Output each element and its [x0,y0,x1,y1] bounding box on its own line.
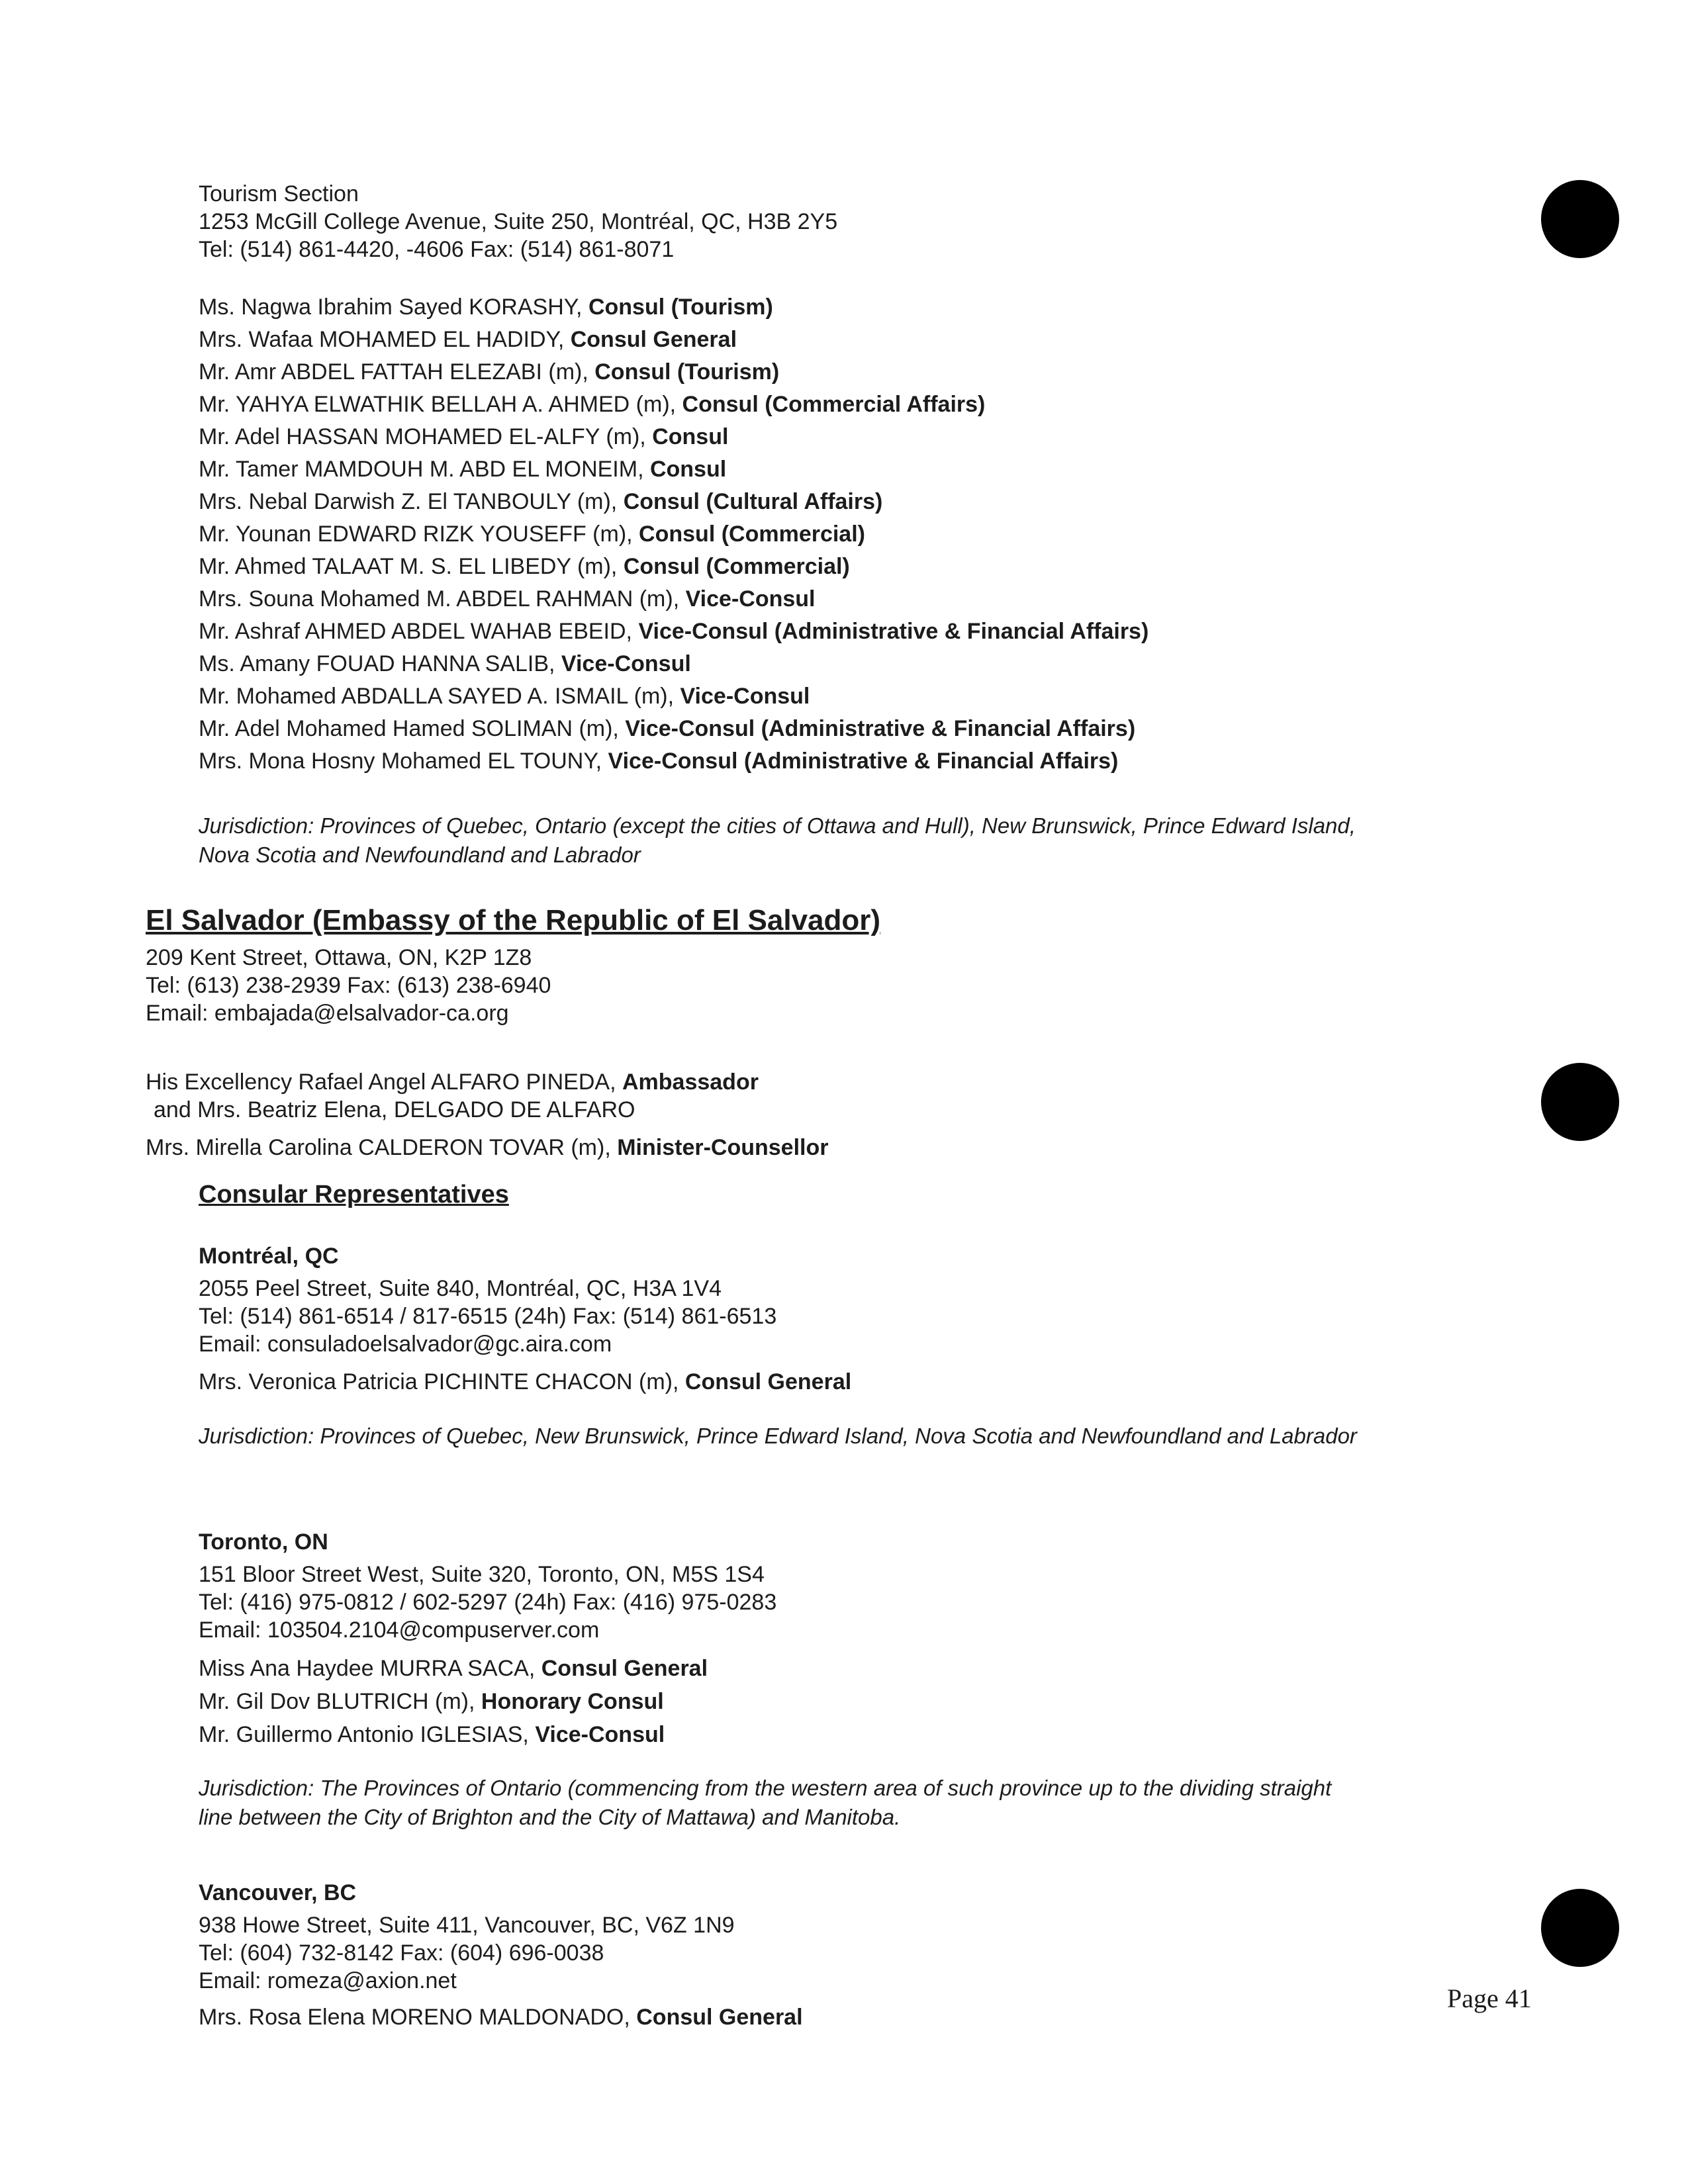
staff-name: Mr. Adel Mohamed Hamed SOLIMAN (m), [199,716,626,741]
email: Email: 103504.2104@compuserver.com [199,1617,600,1643]
phone-fax: Tel: (604) 732-8142 Fax: (604) 696-0038 [199,1940,604,1966]
ambassador-title: Ambassador [622,1069,759,1095]
staff-name: Miss Ana Haydee MURRA SACA, [199,1656,541,1681]
staff-entry [199,324,1149,356]
staff-title: Consul (Commercial) [639,522,865,547]
minister-entry [146,1133,828,1162]
staff-name: Mrs. Nebal Darwish Z. El TANBOULY (m), [199,489,624,514]
country-heading: El Salvador (Embassy of the Republic of El Salvador) [146,904,881,936]
staff-name: Mr. YAHYA ELWATHIK BELLAH A. AHMED (m), [199,392,682,417]
jurisdiction-line: Nova Scotia and Newfoundland and Labrador [199,842,641,867]
staff-title: Consul (Tourism) [594,359,780,385]
email: Email: consuladoelsalvador@gc.aira.com [199,1332,612,1357]
tourism-section-address-block [199,180,837,263]
address: 2055 Peel Street, Suite 840, Montréal, QC, H3A 1V4 [199,1276,722,1301]
staff-name: Mr. Amr ABDEL FATTAH ELEZABI (m), [199,359,595,385]
spouse-entry: and Mrs. Beatriz Elena, DELGADO DE ALFARO [154,1097,635,1122]
staff-entry [199,453,1149,486]
staff-name: Mrs. Wafaa MOHAMED EL HADIDY, [199,327,571,352]
staff-entry [199,2003,803,2032]
staff-name: Mr. Tamer MAMDOUH M. ABD EL MONEIM, [199,457,650,482]
staff-entry [199,648,1149,680]
jurisdiction-line: line between the City of Brighton and the City of Mattawa) and Manitoba. [199,1805,901,1829]
staff-entry [199,615,1149,648]
staff-entry [199,680,1149,713]
staff-name: Mrs. Souna Mohamed M. ABDEL RAHMAN (m), [199,586,686,612]
staff-entry [199,1367,1357,1396]
staff-name: Ms. Nagwa Ibrahim Sayed KORASHY, [199,295,588,320]
staff-entry [199,551,1149,583]
staff-entry [199,1685,1331,1718]
staff-name: Mrs. Veronica Patricia PICHINTE CHACON (m), [199,1369,685,1394]
consulate-vancouver [199,1878,803,2032]
staff-entry [199,356,1149,388]
minister-name: Mrs. Mirella Carolina CALDERON TOVAR (m), [146,1135,618,1160]
staff-title: Vice-Consul [561,651,691,676]
staff-entry [199,486,1149,518]
staff-title: Consul General [541,1656,708,1681]
staff-entry [199,1718,1331,1751]
jurisdiction-line: Jurisdiction: Provinces of Quebec, New Brunswick, Prince Edward Island, Nova Scotia and Newfoundland and Labrador [199,1424,1357,1448]
staff-entry [199,421,1149,453]
embassy-staff [146,1068,828,1162]
staff-title: Vice-Consul [685,586,816,612]
binder-hole [1541,180,1619,258]
staff-entry [199,583,1149,615]
staff-name: Mrs. Rosa Elena MORENO MALDONADO, [199,2005,637,2030]
staff-name: Mr. Gil Dov BLUTRICH (m), [199,1689,481,1714]
binder-hole [1541,1063,1619,1141]
staff-entry [199,1652,1331,1685]
staff-entry [199,388,1149,421]
address: 1253 McGill College Avenue, Suite 250, Montréal, QC, H3B 2Y5 [199,209,838,234]
staff-title: Consul (Commercial) [623,554,850,579]
phone-fax: Tel: (514) 861-4420, -4606 Fax: (514) 861-8071 [199,237,675,262]
staff-title: Vice-Consul [535,1722,665,1747]
phone-fax: Tel: (416) 975-0812 / 602-5297 (24h) Fax: (416) 975-0283 [199,1590,777,1615]
staff-name: Mr. Ashraf AHMED ABDEL WAHAB EBEID, [199,619,639,644]
address: 209 Kent Street, Ottawa, ON, K2P 1Z8 [146,945,532,970]
consular-heading: Consular Representatives [199,1181,509,1208]
city-heading: Montréal, QC [199,1244,339,1269]
staff-name: Mr. Guillermo Antonio IGLESIAS, [199,1722,536,1747]
section-title: Tourism Section [199,181,359,206]
minister-title: Minister-Counsellor [617,1135,829,1160]
staff-title: Vice-Consul (Administrative & Financial Affairs) [608,749,1119,774]
jurisdiction-line: Jurisdiction: Provinces of Quebec, Ontario (except the cities of Ottawa and Hull), New Brunswick, Prince Edward Island, [199,813,1356,838]
staff-title: Vice-Consul (Administrative & Financial Affairs) [638,619,1149,644]
staff-title: Consul General [570,327,737,352]
address: 151 Bloor Street West, Suite 320, Toronto, ON, M5S 1S4 [199,1562,765,1587]
staff-entry [199,518,1149,551]
staff-name: Mr. Younan EDWARD RIZK YOUSEFF (m), [199,522,639,547]
tourism-jurisdiction [199,811,1356,870]
email: Email: romeza@axion.net [199,1968,457,1993]
ambassador-name: His Excellency Rafael Angel ALFARO PINEDA, [146,1069,622,1095]
staff-title: Honorary Consul [481,1689,664,1714]
email: Email: embajada@elsalvador-ca.org [146,1001,509,1026]
staff-name: Mr. Adel HASSAN MOHAMED EL-ALFY (m), [199,424,653,449]
staff-title: Consul [649,457,727,482]
staff-title: Consul (Commercial Affairs) [682,392,986,417]
city-heading: Toronto, ON [199,1529,328,1555]
address: 938 Howe Street, Suite 411, Vancouver, BC, V6Z 1N9 [199,1913,735,1938]
page-number: Page 41 [1447,1983,1532,2013]
phone-fax: Tel: (514) 861-6514 / 817-6515 (24h) Fax: (514) 861-6513 [199,1304,777,1329]
staff-title: Vice-Consul [680,684,810,709]
staff-entry [199,713,1149,745]
staff-title: Consul General [684,1369,852,1394]
ambassador-entry [146,1068,828,1096]
consulate-montreal [199,1242,1357,1451]
staff-name: Mrs. Mona Hosny Mohamed EL TOUNY, [199,749,608,774]
staff-name: Ms. Amany FOUAD HANNA SALIB, [199,651,561,676]
consulate-toronto [199,1527,1331,1832]
staff-name: Mr. Mohamed ABDALLA SAYED A. ISMAIL (m), [199,684,680,709]
binder-hole [1541,1889,1619,1967]
staff-entry [199,745,1149,778]
staff-title: Vice-Consul (Administrative & Financial Affairs) [625,716,1136,741]
embassy-address-block [146,944,551,1027]
tourism-staff-list [199,291,1149,778]
phone-fax: Tel: (613) 238-2939 Fax: (613) 238-6940 [146,973,551,998]
staff-entry [199,291,1149,324]
staff-title: Consul [652,424,729,449]
city-heading: Vancouver, BC [199,1880,357,1905]
staff-title: Consul (Tourism) [588,295,773,320]
staff-name: Mr. Ahmed TALAAT M. S. EL LIBEDY (m), [199,554,624,579]
jurisdiction-line: Jurisdiction: The Provinces of Ontario (commencing from the western area of such province up to the dividing straight [199,1776,1332,1800]
staff-title: Consul General [636,2005,803,2030]
staff-title: Consul (Cultural Affairs) [623,489,883,514]
